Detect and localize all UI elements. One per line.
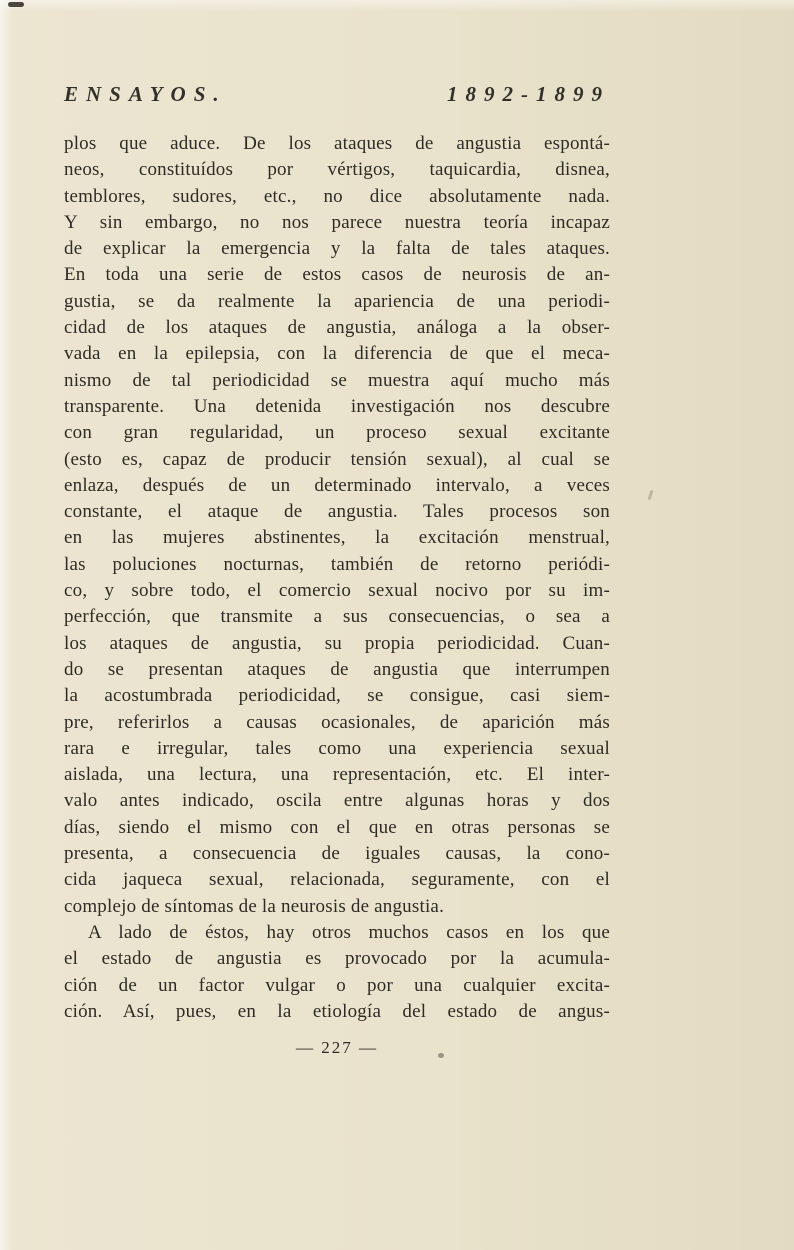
body-line: constante, el ataque de angustia. Tales procesos son — [64, 501, 610, 523]
body-line: cida jaqueca sexual, relacionada, seguramente, con el — [64, 869, 610, 891]
body-line: Y sin embargo, no nos parece nuestra teoría incapaz — [64, 211, 610, 233]
body-line: gustia, se da realmente la apariencia de una periodi- — [64, 290, 610, 312]
body-line: complejo de síntomas de la neurosis de angustia. — [64, 895, 445, 917]
body-line: nismo de tal periodicidad se muestra aquí mucho más — [64, 369, 610, 391]
body-line: (esto es, capaz de producir tensión sexual), al cual se — [64, 448, 610, 470]
body-line: pre, referirlos a causas ocasionales, de aparición más — [64, 711, 610, 733]
body-line: co, y sobre todo, el comercio sexual nocivo por su im- — [64, 580, 610, 602]
header-years: 1892-1899 — [447, 82, 610, 106]
body-line: los ataques de angustia, su propia periodicidad. Cuan- — [64, 632, 610, 654]
body-line: ción de un factor vulgar o por una cualquier excita- — [64, 974, 610, 996]
header-title: ENSAYOS. — [64, 82, 227, 106]
running-header — [64, 82, 610, 107]
body-line: el estado de angustia es provocado por la acumula- — [64, 948, 610, 970]
body-line: en las mujeres abstinentes, la excitación menstrual, — [64, 527, 610, 549]
body-line: neos, constituídos por vértigos, taquicardia, disnea, — [64, 159, 610, 181]
body-line: de explicar la emergencia y la falta de tales ataques. — [64, 238, 610, 260]
body-line: las poluciones nocturnas, también de retorno periódi- — [64, 553, 610, 575]
body-line: con gran regularidad, un proceso sexual excitante — [64, 422, 610, 444]
body-line: plos que aduce. De los ataques de angustia espontá- — [64, 133, 610, 154]
body-line: ción. Así, pues, en la etiología del estado de angus- — [64, 1000, 610, 1022]
scan-speck-footer — [438, 1053, 444, 1058]
body-line: transparente. Una detenida investigación nos descubre — [64, 395, 610, 417]
body-line: do se presentan ataques de angustia que interrumpen — [64, 658, 610, 680]
body-line: rara e irregular, tales como una experiencia sexual — [64, 737, 610, 759]
body-line: la acostumbrada periodicidad, se consigue, casi siem- — [64, 685, 610, 707]
scan-mark-top-left — [8, 2, 24, 7]
body-line: presenta, a consecuencia de iguales causas, la cono- — [64, 843, 610, 865]
body-line: En toda una serie de estos casos de neurosis de an- — [64, 264, 610, 286]
body-line: días, siendo el mismo con el que en otras personas se — [64, 816, 610, 838]
scan-speck-right — [648, 490, 654, 500]
body-line: aislada, una lectura, una representación, etc. El inter- — [64, 764, 610, 786]
body-line: valo antes indicado, oscila entre algunas horas y dos — [64, 790, 610, 812]
body-line: perfección, que transmite a sus consecuencias, o sea a — [64, 606, 610, 628]
body-line: cidad de los ataques de angustia, análoga a la obser- — [64, 317, 610, 339]
body-text — [64, 131, 610, 1025]
page-number: — 227 — — [296, 1038, 378, 1057]
body-line: temblores, sudores, etc., no dice absolutamente nada. — [64, 185, 610, 207]
body-line: vada en la epilepsia, con la diferencia de que el meca- — [64, 343, 610, 365]
body-line: A lado de éstos, hay otros muchos casos en los que — [88, 921, 610, 943]
body-line: enlaza, después de un determinado intervalo, a veces — [64, 474, 610, 496]
